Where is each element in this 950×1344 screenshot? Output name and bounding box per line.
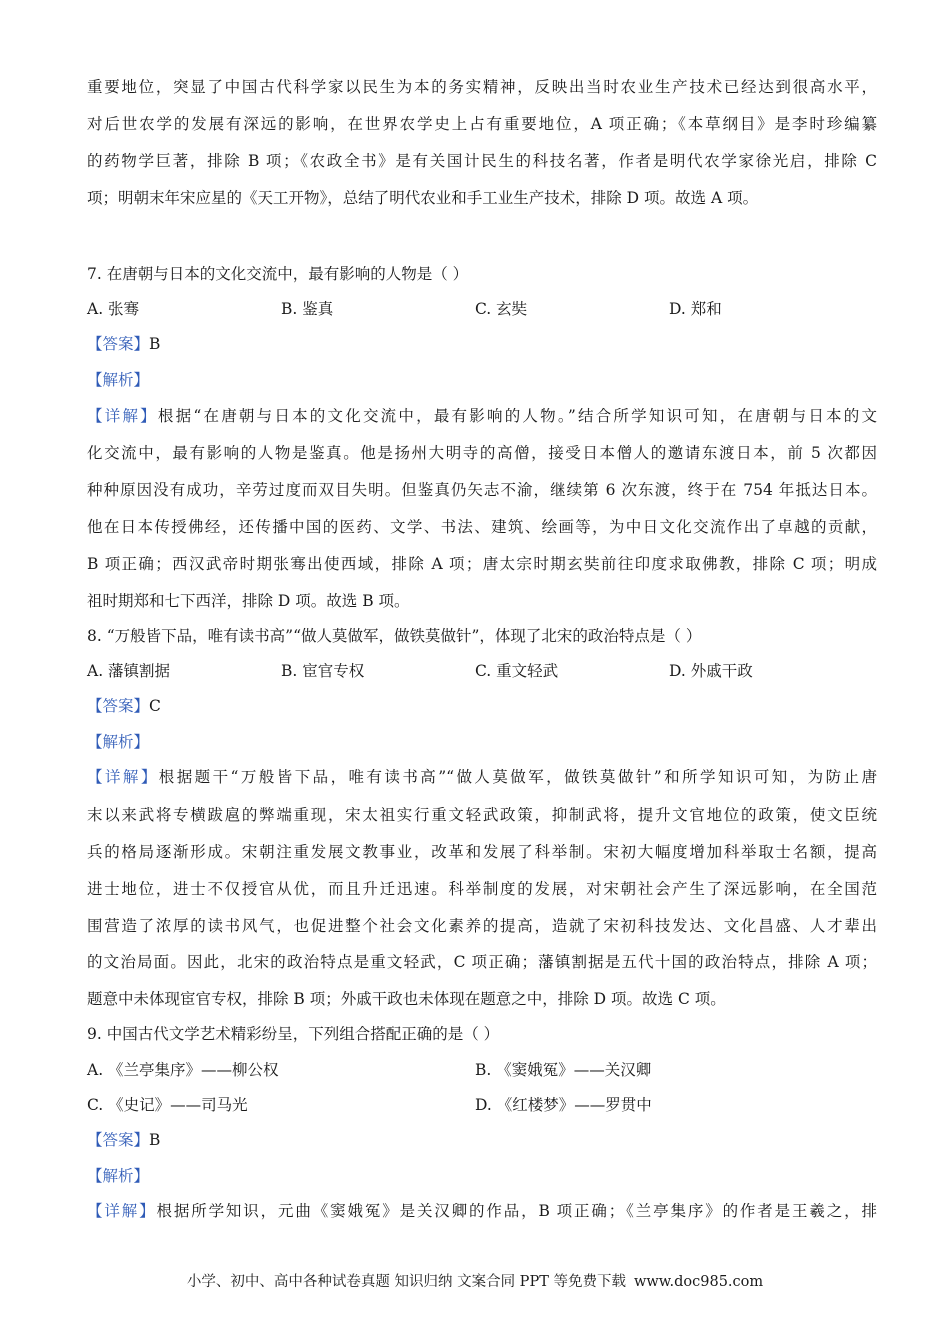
q9-option-b: B. 《窦娥冤》——关汉卿: [475, 1061, 652, 1079]
q8-detail-line: 围营造了浓厚的读书风气，也促进整个社会文化素养的提高，造就了宋初科技发达、文化昌盛、人才辈出: [87, 917, 877, 935]
q7-option-c: C. 玄奘: [475, 300, 528, 318]
answer-label: 【答案】: [87, 335, 150, 353]
footer-text: 小学、初中、高中各种试卷真题 知识归纳 文案合同 PPT 等免费下载: [186, 1274, 626, 1290]
detail-label: 【详解】: [87, 1202, 157, 1220]
intro-line: 对后世农学的发展有深远的影响，在世界农学史上占有重要地位，A 项正确；《本草纲目》是李时珍编纂: [87, 115, 877, 133]
q9-stem: 9. 中国古代文学艺术精彩纷呈，下列组合搭配正确的是（ ）: [87, 1025, 500, 1043]
intro-line: 重要地位，突显了中国古代科学家以民生为本的务实精神，反映出当时农业生产技术已经达到很高水平，: [87, 78, 877, 96]
q8-stem: 8. “万般皆下品，唯有读书高”“做人莫做军，做铁莫做针”，体现了北宋的政治特点是（ ）: [87, 627, 702, 645]
q8-answer-value: C: [149, 697, 161, 715]
intro-line: 的药物学巨著，排除 B 项；《农政全书》是有关国计民生的科技名著，作者是明代农学家徐光启，排除 C: [87, 152, 877, 170]
q7-detail-line: 祖时期郑和七下西洋，排除 D 项。故选 B 项。: [87, 592, 410, 610]
q9-options-row2: [87, 1095, 877, 1115]
answer-label: 【答案】: [87, 1131, 150, 1149]
q8-option-b: B. 宦官专权: [281, 662, 365, 680]
q9-answer-value: B: [149, 1131, 161, 1149]
q7-option-b: B. 鉴真: [281, 300, 334, 318]
q8-detail-line: 的文治局面。因此，北宋的政治特点是重文轻武，C 项正确；藩镇割据是五代十国的政治特点，排除 A 项；: [87, 953, 877, 971]
q8-options: [87, 661, 877, 681]
q7-detail-line: 【详解】根据“在唐朝与日本的文化交流中，最有影响的人物。”结合所学知识可知，在唐朝与日本的文: [87, 407, 877, 425]
page-footer: [0, 1270, 950, 1291]
q7-stem: 7. 在唐朝与日本的文化交流中，最有影响的人物是（ ）: [87, 265, 469, 283]
q9-analysis-label: 【解析】: [87, 1167, 150, 1185]
q7-option-d: D. 郑和: [669, 300, 722, 318]
q8-detail-line: 末以来武将专横跋扈的弊端重现，宋太祖实行重文轻武政策，抑制武将，提升文官地位的政策，使文臣统: [87, 806, 877, 824]
q7-answer-value: B: [149, 335, 161, 353]
q7-answer: [87, 334, 877, 354]
q7-detail-line: 化交流中，最有影响的人物是鉴真。他是扬州大明寺的高僧，接受日本僧人的邀请东渡日本，前 5 次都因: [87, 444, 877, 462]
q9-option-a: A. 《兰亭集序》——柳公权: [87, 1061, 279, 1079]
q8-detail-line: 题意中未体现宦官专权，排除 B 项；外戚干政也未体现在题意之中，排除 D 项。故选 C 项。: [87, 990, 726, 1008]
q8-detail-line: 进士地位，进士不仅授官从优，而且升迁迅速。科举制度的发展，对宋朝社会产生了深远影响，在全国范: [87, 880, 877, 898]
q7-analysis-label: 【解析】: [87, 371, 150, 389]
q8-answer: [87, 696, 877, 716]
q9-option-c: C. 《史记》——司马光: [87, 1096, 248, 1114]
q8-analysis-label: 【解析】: [87, 733, 150, 751]
q7-option-a: A. 张骞: [87, 300, 140, 318]
q7-options: [87, 299, 877, 319]
q7-detail-line: B 项正确；西汉武帝时期张骞出使西域，排除 A 项；唐太宗时期玄奘前往印度求取佛教，排除 C 项；明成: [87, 555, 877, 573]
q9-detail-line: 【详解】根据所学知识，元曲《窦娥冤》是关汉卿的作品，B 项正确；《兰亭集序》的作者是王羲之，排: [87, 1202, 877, 1220]
q8-detail-line: 【详解】根据题干“万般皆下品，唯有读书高”“做人莫做军，做铁莫做针”和所学知识可知，为防止唐: [87, 768, 877, 786]
q7-detail-line: 种种原因没有成功，辛劳过度而双目失明。但鉴真仍矢志不渝，继续第 6 次东渡，终于在 754 年抵达日本。: [87, 481, 877, 499]
detail-label: 【详解】: [87, 768, 159, 786]
q7-detail-line: 他在日本传授佛经，还传播中国的医药、文学、书法、建筑、绘画等，为中日文化交流作出了卓越的贡献，: [87, 518, 877, 536]
q8-option-a: A. 藩镇割据: [87, 662, 171, 680]
q8-option-d: D. 外戚干政: [669, 662, 753, 680]
q9-answer: [87, 1130, 877, 1150]
answer-label: 【答案】: [87, 697, 150, 715]
q9-options-row1: [87, 1060, 877, 1080]
q8-option-c: C. 重文轻武: [475, 662, 559, 680]
q8-detail-line: 兵的格局逐渐形成。宋朝注重发展文教事业，改革和发展了科举制。宋初大幅度增加科举取士名额，提高: [87, 843, 877, 861]
intro-line: 项；明朝末年宋应星的《天工开物》，总结了明代农业和手工业生产技术，排除 D 项。故选 A 项。: [87, 189, 759, 207]
footer-url[interactable]: www.doc985.com: [633, 1274, 764, 1290]
detail-label: 【详解】: [87, 407, 158, 425]
q9-option-d: D. 《红楼梦》——罗贯中: [475, 1096, 652, 1114]
